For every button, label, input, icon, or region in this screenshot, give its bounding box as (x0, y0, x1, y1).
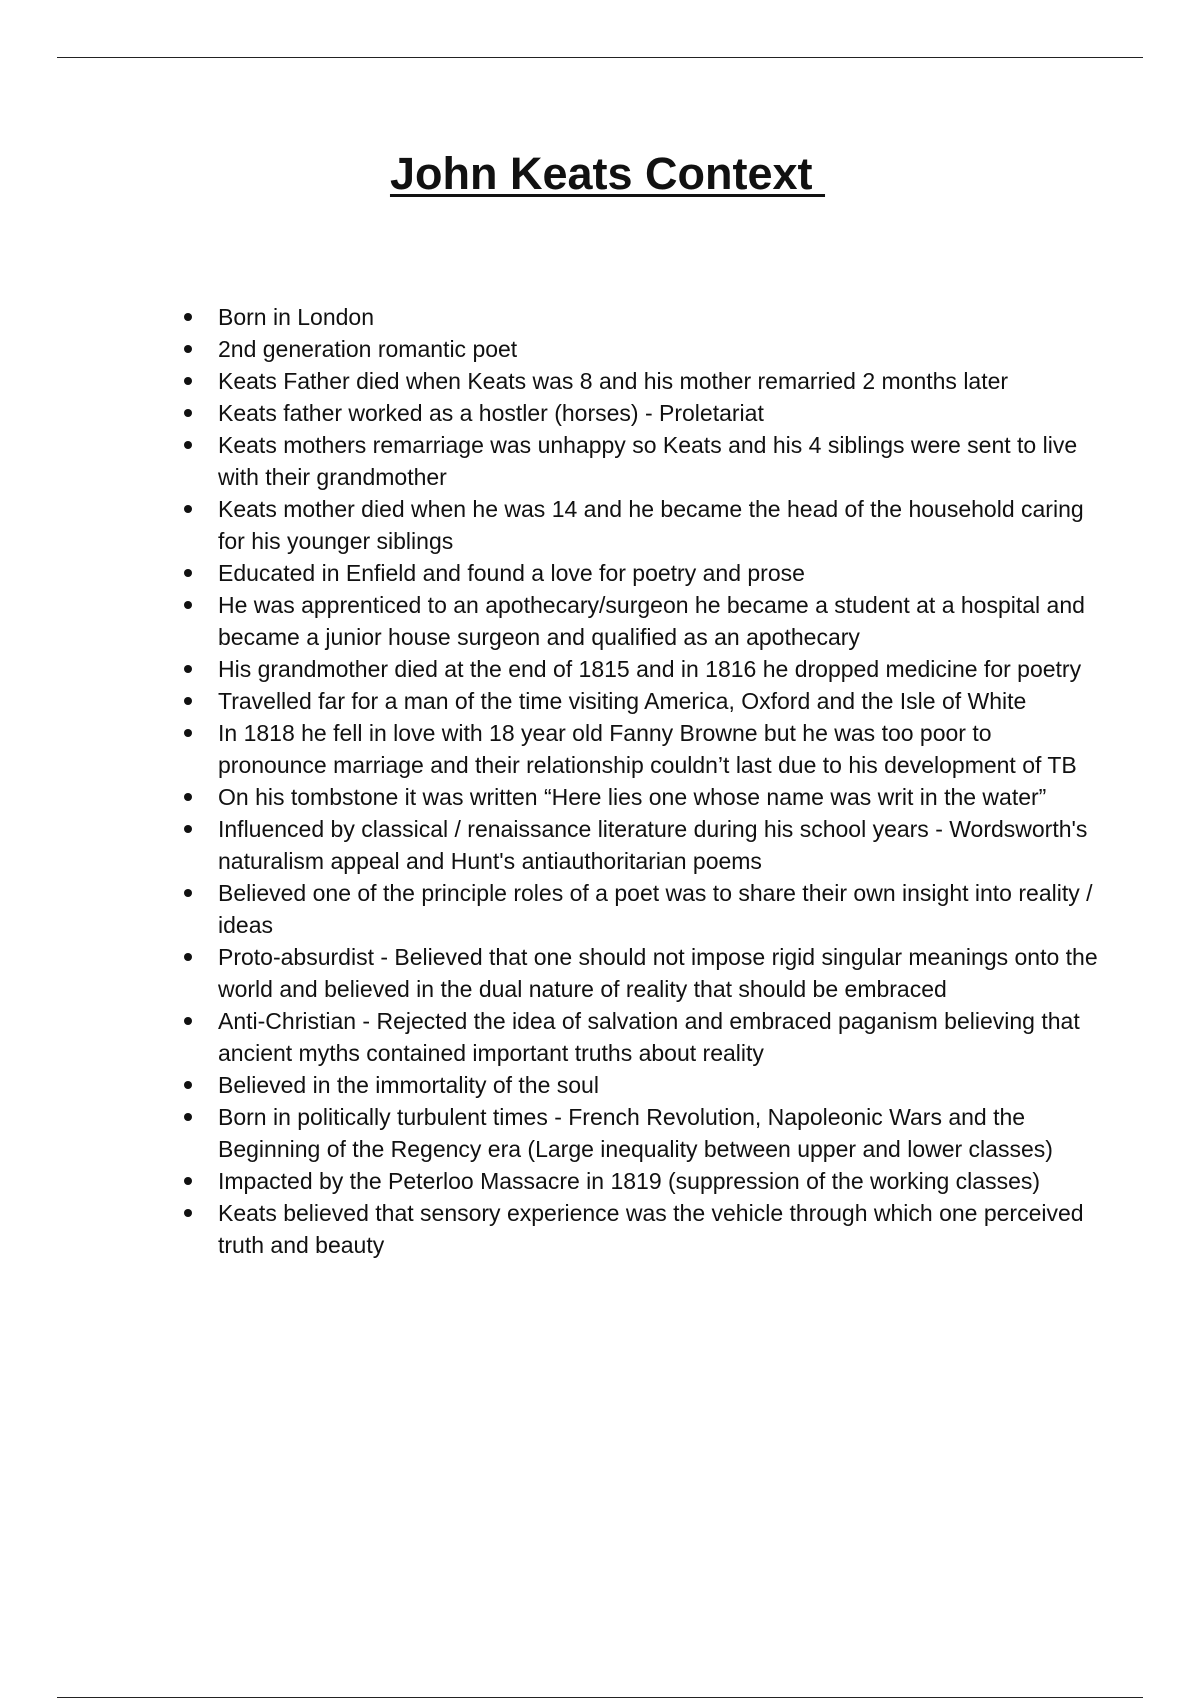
bullet-item: 2nd generation romantic poet (218, 333, 1098, 365)
bullet-list (218, 301, 1098, 1261)
bullet-item: Born in politically turbulent times - French Revolution, Napoleonic Wars and the Beginning of the Regency era (Large inequality between upper and lower classes) (218, 1101, 1098, 1165)
bullet-item: Proto-absurdist - Believed that one should not impose rigid singular meanings onto the world and believed in the dual nature of reality that should be embraced (218, 941, 1098, 1005)
bullet-item: Born in London (218, 301, 1098, 333)
bullet-item: Travelled far for a man of the time visiting America, Oxford and the Isle of White (218, 685, 1098, 717)
bullet-item: Educated in Enfield and found a love for poetry and prose (218, 557, 1098, 589)
page-title-text: John Keats Context (389, 148, 826, 199)
bottom-divider (57, 1697, 1143, 1698)
bullet-item: Keats mother died when he was 14 and he became the head of the household caring for his younger siblings (218, 493, 1098, 557)
top-divider (57, 57, 1143, 58)
bullet-item: Believed one of the principle roles of a poet was to share their own insight into reality / ideas (218, 877, 1098, 941)
bullet-item: Keats Father died when Keats was 8 and his mother remarried 2 months later (218, 365, 1098, 397)
bullet-item: Impacted by the Peterloo Massacre in 1819 (suppression of the working classes) (218, 1165, 1098, 1197)
bullet-item: Keats father worked as a hostler (horses) - Proletariat (218, 397, 1098, 429)
bullet-item: In 1818 he fell in love with 18 year old Fanny Browne but he was too poor to pronounce marriage and their relationship couldn’t last due to his development of TB (218, 717, 1098, 781)
bullet-item: His grandmother died at the end of 1815 and in 1816 he dropped medicine for poetry (218, 653, 1098, 685)
bullet-item: He was apprenticed to an apothecary/surgeon he became a student at a hospital and became a junior house surgeon and qualified as an apothecary (218, 589, 1098, 653)
bullet-item: Anti-Christian - Rejected the idea of salvation and embraced paganism believing that ancient myths contained important truths about reality (218, 1005, 1098, 1069)
bullet-item: Influenced by classical / renaissance literature during his school years - Wordsworth's naturalism appeal and Hunt's antiauthoritarian poems (218, 813, 1098, 877)
page-title (0, 148, 1200, 200)
bullet-item: On his tombstone it was written “Here lies one whose name was writ in the water” (218, 781, 1098, 813)
bullet-item: Believed in the immortality of the soul (218, 1069, 1098, 1101)
bullet-item: Keats believed that sensory experience was the vehicle through which one perceived truth and beauty (218, 1197, 1098, 1261)
bullet-item: Keats mothers remarriage was unhappy so Keats and his 4 siblings were sent to live with their grandmother (218, 429, 1098, 493)
